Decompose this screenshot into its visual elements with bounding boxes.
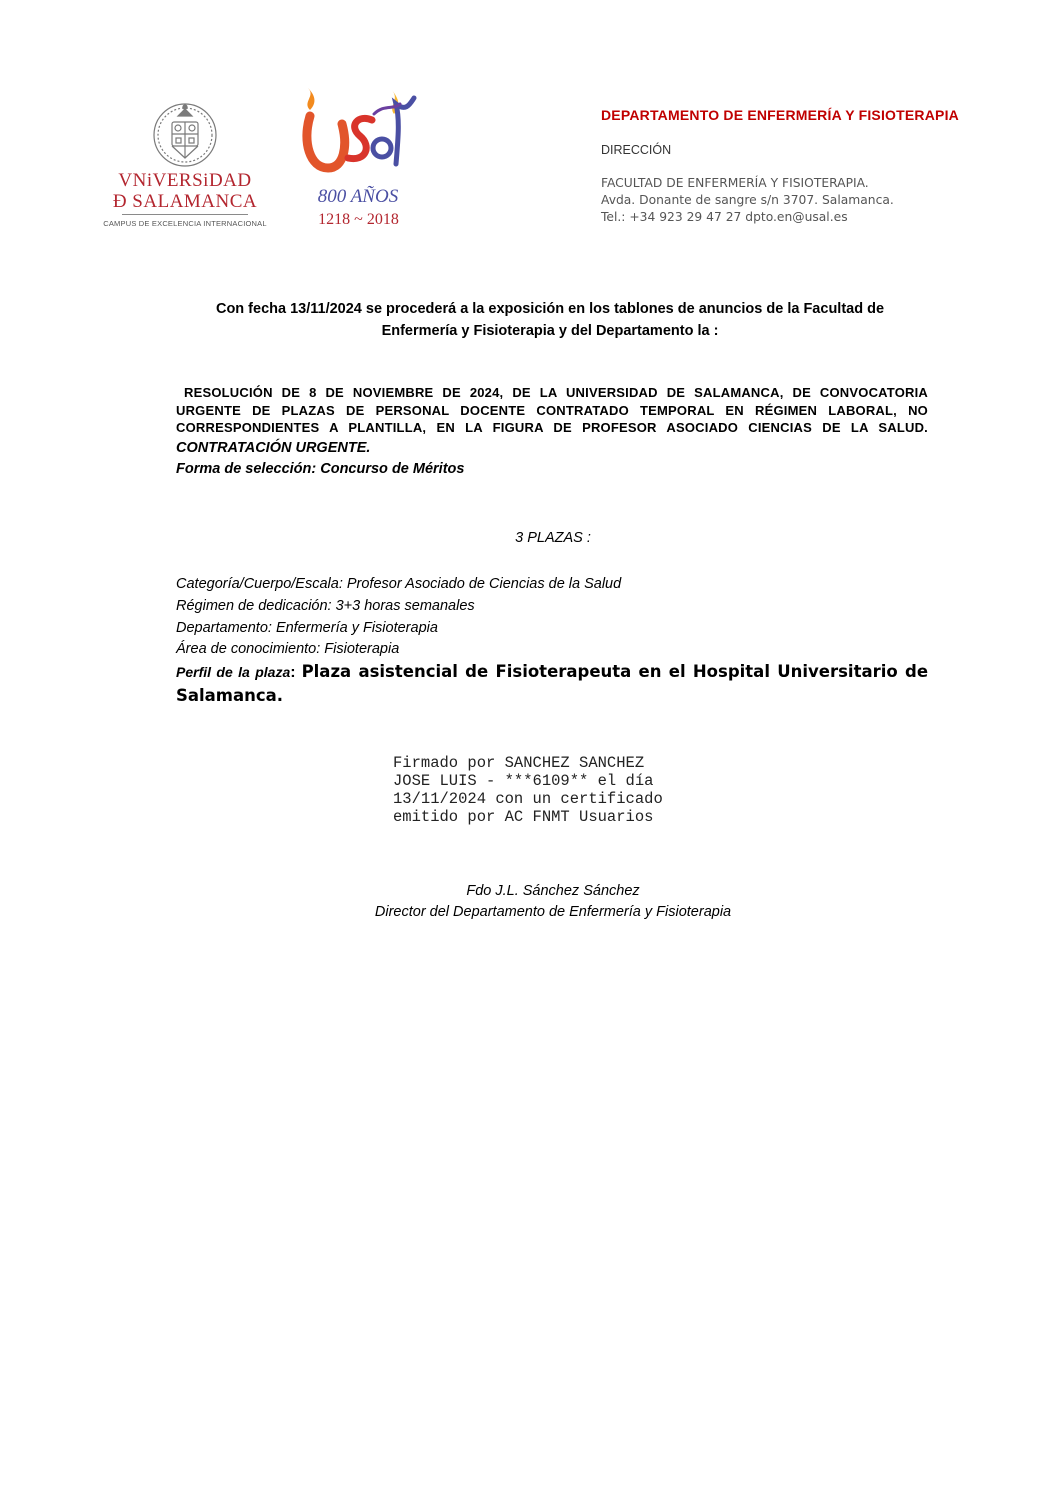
resolution-paragraph (176, 384, 928, 437)
resolution-line: RESOLUCIÓN DE 8 DE NOVIEMBRE DE 2024, DE LA UNIVERSIDAD DE SALAMANCA, DE CONVOCATORIA (184, 385, 928, 400)
contratacion-urgente: CONTRATACIÓN URGENTE. (176, 440, 371, 456)
address-faculty: FACULTAD DE ENFERMERÍA Y FISIOTERAPIA. (601, 176, 869, 190)
address-contact: Tel.: +34 923 29 47 27 dpto.en@usal.es (601, 210, 848, 224)
regimen-line: Régimen de dedicación: 3+3 horas semanales (176, 598, 475, 614)
anniversary-years: 1218 ~ 2018 (318, 211, 399, 228)
intro-line: Con fecha 13/11/2024 se procederá a la exposición en los tablones de anuncios de la Facultad de (215, 301, 885, 317)
university-crest-icon (100, 100, 270, 170)
categoria-line: Categoría/Cuerpo/Escala: Profesor Asociado de Ciencias de la Salud (176, 576, 622, 592)
campus-excellence-label: CAMPUS DE EXCELENCIA INTERNACIONAL (103, 219, 267, 228)
signer-role: Director del Departamento de Enfermería y Fisioterapia (374, 904, 732, 920)
signature-line: 13/11/2024 con un certificado (393, 790, 663, 808)
perfil-line: Perfil de la plaza: Plaza asistencial de Fisioterapeuta en el Hospital Universitario de (176, 662, 929, 681)
direccion-label: DIRECCIÓN (601, 143, 672, 157)
logo-divider (122, 214, 248, 215)
department-title: DEPARTAMENTO DE ENFERMERÍA Y FISIOTERAPIA (601, 107, 959, 123)
address-street: Avda. Donante de sangre s/n 3707. Salamanca. (601, 193, 894, 207)
resolution-line: URGENTE DE PLAZAS DE PERSONAL DOCENTE CONTRATADO TEMPORAL EN RÉGIMEN LABORAL, NO (176, 402, 928, 418)
intro-line: Enfermería y Fisioterapia y del Departamento la : (381, 323, 719, 339)
plazas-count: 3 PLAZAS : (515, 530, 591, 546)
signature-line: emitido por AC FNMT Usuarios (393, 808, 654, 826)
anniversary-label: 800 AÑOS (317, 186, 399, 207)
digital-signature-block (393, 754, 663, 826)
departamento-line: Departamento: Enfermería y Fisioterapia (176, 620, 438, 636)
university-name-line1: VNiVERSiDAD (118, 170, 252, 191)
forma-seleccion: Forma de selección: Concurso de Méritos (176, 461, 465, 477)
anniversary-logo (296, 84, 421, 234)
signer-name: Fdo J.L. Sánchez Sánchez (466, 883, 640, 899)
intro-paragraph (160, 298, 940, 342)
signature-line: Firmado por SANCHEZ SANCHEZ (393, 754, 645, 772)
university-logo (100, 100, 270, 235)
perfil-value: Plaza asistencial de Fisioterapeuta en el Hospital Universitario de (301, 662, 929, 681)
perfil-value-continued: Salamanca. (176, 686, 284, 705)
area-line: Área de conocimiento: Fisioterapia (176, 641, 400, 657)
university-name-line2: Ð SALAMANCA (112, 191, 258, 212)
usal-800-emblem-icon (296, 84, 421, 212)
perfil-label: Perfil de la plaza (176, 664, 291, 680)
signature-line: JOSE LUIS - ***6109** el día (393, 772, 654, 790)
resolution-line: CORRESPONDIENTES A PLANTILLA, EN LA FIGURA DE PROFESOR ASOCIADO CIENCIAS DE LA SALUD. (176, 420, 928, 435)
